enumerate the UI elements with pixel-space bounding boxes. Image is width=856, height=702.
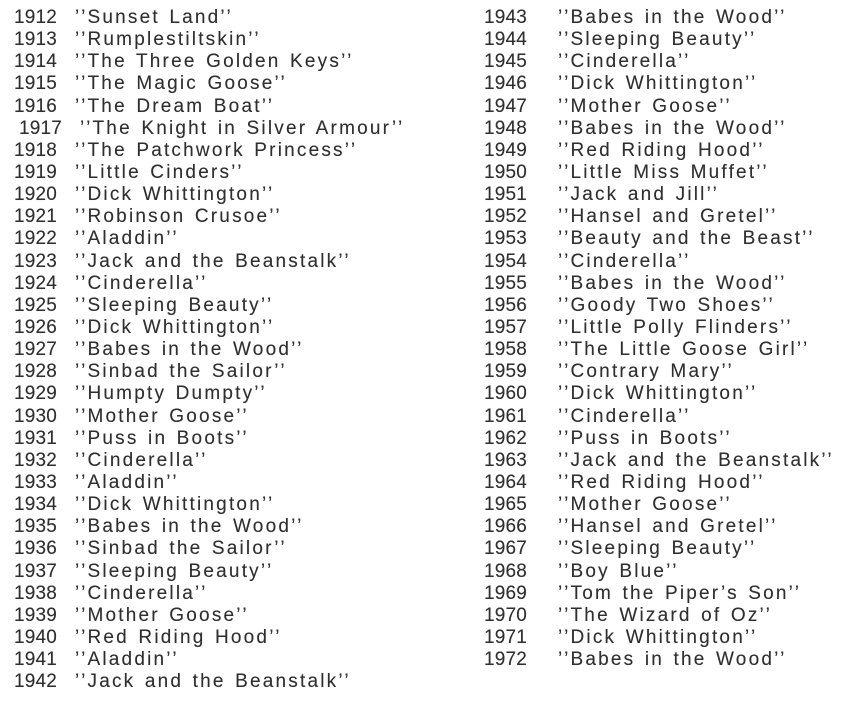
list-item bbox=[14, 450, 404, 472]
list-item bbox=[484, 228, 834, 250]
title-label: ’’Dick Whittington’’ bbox=[558, 73, 758, 95]
list-item bbox=[14, 228, 404, 250]
list-item bbox=[484, 73, 834, 95]
title-label: ’’The Magic Goose’’ bbox=[75, 73, 287, 95]
list-item bbox=[484, 472, 834, 494]
list-item bbox=[14, 29, 404, 51]
year-label: 1942 bbox=[14, 671, 58, 693]
title-label: ’’Babes in the Wood’’ bbox=[558, 117, 787, 139]
list-item bbox=[484, 206, 834, 228]
title-label: ’’Jack and the Beanstalk’’ bbox=[75, 671, 351, 693]
title-label: ’’Sleeping Beauty’’ bbox=[75, 560, 274, 582]
year-label: 1971 bbox=[484, 626, 528, 648]
year-label: 1954 bbox=[484, 250, 528, 272]
title-label: ’’The Knight in Silver Armour’’ bbox=[80, 117, 405, 139]
year-label: 1943 bbox=[484, 7, 528, 28]
list-item bbox=[14, 605, 404, 627]
title-label: ’’Sinbad the Sailor’’ bbox=[75, 538, 287, 560]
title-label: ’’Mother Goose’’ bbox=[75, 405, 249, 427]
year-label: 1930 bbox=[14, 405, 58, 427]
title-label: ’’Sinbad the Sailor’’ bbox=[75, 361, 287, 383]
title-label: ’’Dick Whittington’’ bbox=[558, 626, 758, 648]
year-label: 1939 bbox=[14, 604, 58, 626]
list-item bbox=[484, 184, 834, 206]
list-item bbox=[14, 649, 404, 671]
year-label: 1938 bbox=[14, 582, 58, 604]
title-label: ’’Dick Whittington’’ bbox=[75, 494, 275, 516]
year-label: 1937 bbox=[14, 560, 58, 582]
list-item bbox=[484, 339, 834, 361]
title-label: ’’The Dream Boat’’ bbox=[75, 95, 275, 117]
list-item bbox=[14, 273, 404, 295]
year-label: 1963 bbox=[484, 449, 528, 471]
title-label: ’’Babes in the Wood’’ bbox=[75, 339, 304, 361]
year-label: 1961 bbox=[484, 405, 528, 427]
list-item bbox=[484, 7, 834, 29]
title-label: ’’Cinderella’’ bbox=[558, 250, 691, 272]
year-label: 1923 bbox=[14, 250, 58, 272]
title-label: ’’Little Miss Muffet’’ bbox=[558, 161, 769, 183]
list-item bbox=[484, 51, 834, 73]
title-label: ’’Dick Whittington’’ bbox=[75, 184, 275, 206]
title-label: ’’Little Cinders’’ bbox=[75, 161, 244, 183]
title-label: ’’Contrary Mary’’ bbox=[558, 361, 734, 383]
list-item bbox=[14, 516, 404, 538]
year-label: 1928 bbox=[14, 361, 58, 383]
title-label: ’’Cinderella’’ bbox=[75, 272, 208, 294]
year-label: 1929 bbox=[14, 383, 58, 405]
title-label: ’’Mother Goose’’ bbox=[75, 604, 249, 626]
year-label: 1972 bbox=[484, 649, 528, 671]
title-label: ’’Beauty and the Beast’’ bbox=[558, 228, 815, 250]
title-label: ’’Dick Whittington’’ bbox=[558, 383, 758, 405]
list-item bbox=[484, 538, 834, 560]
list-item bbox=[484, 428, 834, 450]
list-item bbox=[484, 583, 834, 605]
list-item bbox=[14, 317, 404, 339]
title-label: ’’Red Riding Hood’’ bbox=[75, 626, 282, 648]
list-item bbox=[14, 383, 404, 405]
year-label: 1968 bbox=[484, 560, 528, 582]
title-label: ’’Cinderella’’ bbox=[75, 582, 208, 604]
list-item bbox=[14, 494, 404, 516]
list-item bbox=[484, 96, 834, 118]
year-label: 1955 bbox=[484, 272, 528, 294]
year-label: 1932 bbox=[14, 449, 58, 471]
title-label: ’’Red Riding Hood’’ bbox=[558, 139, 765, 161]
year-label: 1962 bbox=[484, 427, 528, 449]
pantomime-list-column-right bbox=[484, 7, 834, 671]
year-label: 1969 bbox=[484, 582, 528, 604]
year-label: 1912 bbox=[14, 7, 58, 28]
list-item bbox=[484, 627, 834, 649]
year-label: 1944 bbox=[484, 29, 528, 51]
list-item bbox=[14, 361, 404, 383]
list-item bbox=[14, 671, 404, 693]
list-item bbox=[14, 162, 404, 184]
list-item bbox=[484, 361, 834, 383]
title-label: ’’The Three Golden Keys’’ bbox=[75, 51, 354, 73]
year-label: 1970 bbox=[484, 604, 528, 626]
title-label: ’’Hansel and Gretel’’ bbox=[558, 516, 778, 538]
year-label: 1927 bbox=[14, 339, 58, 361]
list-item bbox=[484, 561, 834, 583]
year-label: 1934 bbox=[14, 494, 58, 516]
year-label: 1966 bbox=[484, 516, 528, 538]
title-label: ’’Jack and the Beanstalk’’ bbox=[75, 250, 351, 272]
list-item bbox=[484, 273, 834, 295]
list-item bbox=[14, 472, 404, 494]
year-label: 1925 bbox=[14, 294, 58, 316]
list-item bbox=[484, 383, 834, 405]
year-label: 1914 bbox=[14, 51, 58, 73]
title-label: ’’Aladdin’’ bbox=[75, 649, 179, 671]
title-label: ’’Puss in Boots’’ bbox=[558, 427, 732, 449]
title-label: ’’Babes in the Wood’’ bbox=[558, 272, 787, 294]
year-label: 1913 bbox=[14, 29, 58, 51]
year-label: 1924 bbox=[14, 272, 58, 294]
title-label: ’’The Patchwork Princess’’ bbox=[75, 139, 358, 161]
year-label: 1948 bbox=[484, 117, 528, 139]
list-item bbox=[484, 317, 834, 339]
year-label: 1941 bbox=[14, 649, 58, 671]
title-label: ’’Babes in the Wood’’ bbox=[75, 516, 304, 538]
year-label: 1935 bbox=[14, 516, 58, 538]
list-item bbox=[14, 206, 404, 228]
list-item bbox=[484, 140, 834, 162]
year-label: 1946 bbox=[484, 73, 528, 95]
title-label: ’’Sleeping Beauty’’ bbox=[75, 294, 274, 316]
year-label: 1936 bbox=[14, 538, 58, 560]
list-item bbox=[484, 494, 834, 516]
list-item bbox=[484, 29, 834, 51]
year-label: 1922 bbox=[14, 228, 58, 250]
list-item bbox=[14, 118, 404, 140]
list-item bbox=[14, 140, 404, 162]
title-label: ’’Sleeping Beauty’’ bbox=[558, 29, 757, 51]
year-label: 1947 bbox=[484, 95, 528, 117]
title-label: ’’Rumplestiltskin’’ bbox=[75, 29, 261, 51]
year-label: 1956 bbox=[484, 294, 528, 316]
list-item bbox=[14, 339, 404, 361]
year-label: 1917 bbox=[19, 117, 63, 139]
year-label: 1958 bbox=[484, 339, 528, 361]
list-item bbox=[484, 295, 834, 317]
title-label: ’’Little Polly Flinders’’ bbox=[558, 316, 793, 338]
year-label: 1960 bbox=[484, 383, 528, 405]
title-label: ’’Sleeping Beauty’’ bbox=[558, 538, 757, 560]
title-label: ’’Hansel and Gretel’’ bbox=[558, 206, 778, 228]
year-label: 1951 bbox=[484, 184, 528, 206]
list-item bbox=[14, 406, 404, 428]
title-label: ’’Boy Blue’’ bbox=[558, 560, 679, 582]
year-label: 1945 bbox=[484, 51, 528, 73]
title-label: ’’Cinderella’’ bbox=[558, 51, 691, 73]
year-label: 1921 bbox=[14, 206, 58, 228]
year-label: 1965 bbox=[484, 494, 528, 516]
title-label: ’’Robinson Crusoe’’ bbox=[75, 206, 282, 228]
year-label: 1916 bbox=[14, 95, 58, 117]
year-label: 1959 bbox=[484, 361, 528, 383]
year-label: 1933 bbox=[14, 471, 58, 493]
list-item bbox=[484, 450, 834, 472]
title-label: ’’Sunset Land’’ bbox=[75, 7, 233, 28]
list-item bbox=[484, 605, 834, 627]
title-label: ’’Aladdin’’ bbox=[75, 228, 179, 250]
list-item bbox=[484, 251, 834, 273]
list-item bbox=[484, 118, 834, 140]
year-label: 1920 bbox=[14, 184, 58, 206]
title-label: ’’Babes in the Wood’’ bbox=[558, 7, 787, 28]
year-label: 1967 bbox=[484, 538, 528, 560]
year-label: 1957 bbox=[484, 316, 528, 338]
title-label: ’’The Little Goose Girl’’ bbox=[558, 339, 810, 361]
year-label: 1940 bbox=[14, 626, 58, 648]
list-item bbox=[14, 51, 404, 73]
title-label: ’’Cinderella’’ bbox=[75, 449, 208, 471]
title-label: ’’Jack and the Beanstalk’’ bbox=[558, 449, 834, 471]
year-label: 1918 bbox=[14, 139, 58, 161]
year-label: 1949 bbox=[484, 139, 528, 161]
title-label: ’’Tom the Piper’s Son’’ bbox=[558, 582, 802, 604]
list-item bbox=[14, 561, 404, 583]
year-label: 1953 bbox=[484, 228, 528, 250]
list-item bbox=[14, 96, 404, 118]
list-item bbox=[484, 516, 834, 538]
list-item bbox=[14, 251, 404, 273]
list-item bbox=[484, 406, 834, 428]
year-label: 1919 bbox=[14, 161, 58, 183]
list-item bbox=[14, 7, 404, 29]
title-label: ’’Mother Goose’’ bbox=[558, 95, 732, 117]
title-label: ’’Aladdin’’ bbox=[75, 471, 179, 493]
list-item bbox=[14, 627, 404, 649]
year-label: 1952 bbox=[484, 206, 528, 228]
list-item bbox=[14, 184, 404, 206]
year-label: 1964 bbox=[484, 471, 528, 493]
title-label: ’’Goody Two Shoes’’ bbox=[558, 294, 775, 316]
list-item bbox=[484, 649, 834, 671]
year-label: 1931 bbox=[14, 427, 58, 449]
title-label: ’’Red Riding Hood’’ bbox=[558, 471, 765, 493]
year-label: 1915 bbox=[14, 73, 58, 95]
year-label: 1950 bbox=[484, 161, 528, 183]
title-label: ’’The Wizard of Oz’’ bbox=[558, 604, 773, 626]
list-item bbox=[14, 583, 404, 605]
list-item bbox=[14, 538, 404, 560]
title-label: ’’Babes in the Wood’’ bbox=[558, 649, 787, 671]
pantomime-list-column-left bbox=[14, 7, 404, 693]
title-label: ’’Jack and Jill’’ bbox=[558, 184, 720, 206]
list-item bbox=[14, 295, 404, 317]
list-item bbox=[484, 162, 834, 184]
list-item bbox=[14, 428, 404, 450]
year-label: 1926 bbox=[14, 316, 58, 338]
title-label: ’’Dick Whittington’’ bbox=[75, 316, 275, 338]
list-item bbox=[14, 73, 404, 95]
title-label: ’’Puss in Boots’’ bbox=[75, 427, 249, 449]
title-label: ’’Cinderella’’ bbox=[558, 405, 691, 427]
title-label: ’’Mother Goose’’ bbox=[558, 494, 732, 516]
title-label: ’’Humpty Dumpty’’ bbox=[75, 383, 267, 405]
